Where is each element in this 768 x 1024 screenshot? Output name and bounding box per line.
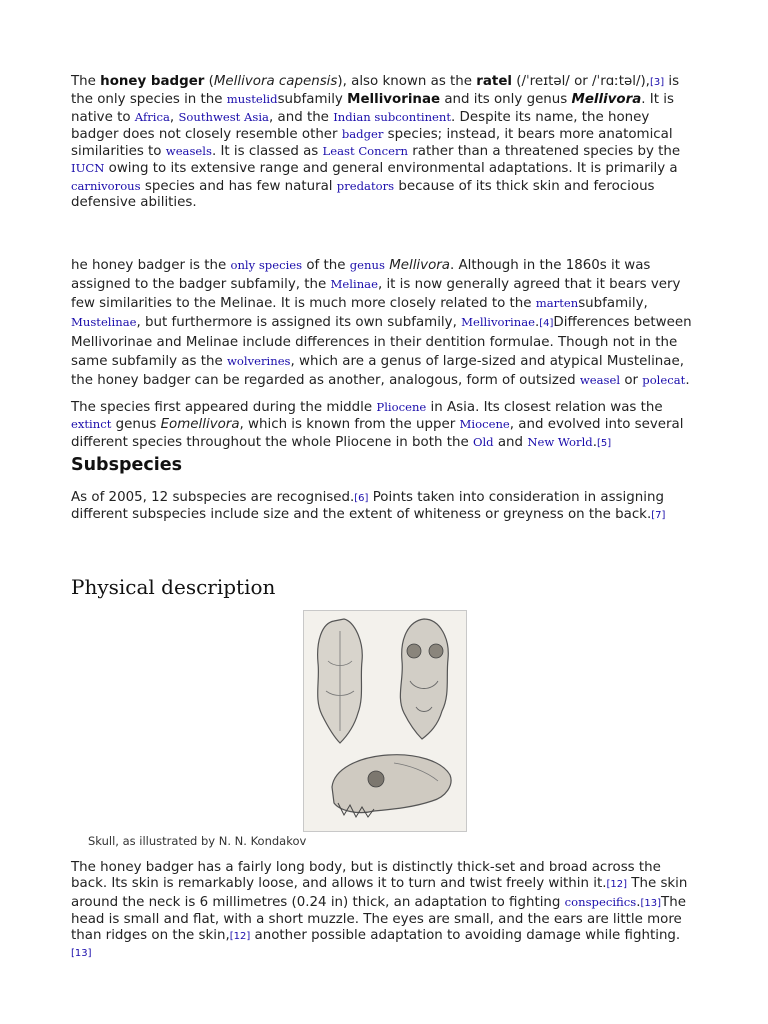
link-conspecifics[interactable]: conspecifics — [564, 894, 637, 909]
physical-description-heading: Physical description — [71, 575, 276, 599]
text: subfamily — [277, 92, 348, 108]
text: The species first appeared during the middle — [71, 400, 377, 415]
text: The — [71, 74, 101, 89]
text: , which is known from the upper — [239, 417, 460, 433]
link-iucn[interactable]: IUCN — [71, 161, 105, 176]
text: he honey badger is the — [71, 258, 231, 273]
text: ), also known as the — [337, 74, 477, 89]
text: rather than a threatened species by the — [408, 144, 681, 160]
link-only-species[interactable]: only species — [230, 258, 303, 272]
link-carnivorous[interactable]: carnivorous — [71, 178, 141, 193]
genus-name: Mellivora — [389, 258, 450, 273]
text: genus — [111, 417, 161, 433]
reference-link[interactable]: [13] — [640, 897, 662, 909]
text: or — [620, 373, 643, 388]
link-predators[interactable]: predators — [336, 178, 395, 193]
text: . — [685, 373, 690, 388]
text: Points taken into consideration in assigning different subspecies include size and the extent of whiteness or greyness on the back. — [71, 490, 664, 523]
link-africa[interactable]: Africa — [134, 109, 170, 124]
text: , and evolved into several different species throughout the whole Pliocene in both the — [71, 417, 684, 450]
skull-illustration[interactable] — [303, 610, 467, 832]
reference-link[interactable]: [6] — [354, 493, 369, 504]
text: . — [592, 434, 597, 450]
reference-link[interactable]: [12] — [606, 879, 628, 891]
text: , but furthermore is assigned its own subfamily, — [136, 315, 462, 330]
scientific-name: Mellivora capensis — [213, 74, 338, 89]
link-pliocene[interactable]: Pliocene — [376, 400, 427, 414]
link-weasels[interactable]: weasels — [165, 144, 212, 159]
bold-term: ratel — [476, 74, 512, 89]
text: in Asia. Its closest relation was the — [426, 400, 663, 415]
reference-link[interactable]: [5] — [596, 437, 612, 449]
text: . It is native to — [71, 92, 674, 125]
link-genus[interactable]: genus — [349, 258, 385, 272]
text: The honey badger has a fairly long body, but is distinctly thick-set and broad across the back. Its skin is remarkably loose, and allows it to turn and twist freely within it. — [71, 860, 661, 892]
text: ( — [204, 74, 214, 89]
text: subfamily, — [578, 296, 648, 311]
link-melinae[interactable]: Melinae — [330, 277, 378, 291]
link-indian-subcontinent[interactable]: Indian subcontinent — [333, 109, 452, 124]
reference-link[interactable]: [13] — [71, 948, 92, 960]
text: owing to its extensive range and general environmental adaptations. It is primarily a — [104, 161, 678, 177]
text: , and the — [268, 109, 334, 125]
text: As of 2005, 12 subspecies are recognised. — [71, 490, 355, 505]
link-mustelid[interactable]: mustelid — [226, 92, 278, 107]
text: . — [636, 894, 641, 910]
text: The skin around the neck is 6 millimetres (0.24 in) thick, an adaptation to fighting — [71, 876, 688, 910]
link-badger[interactable]: badger — [341, 126, 384, 141]
link-southwest-asia[interactable]: Southwest Asia — [178, 109, 269, 124]
text: species and has few natural — [140, 178, 337, 194]
pronunciation: (/ˈreɪtəl/ or /ˈrɑːtəl/), — [512, 74, 650, 89]
reference-link[interactable]: [4] — [539, 318, 554, 329]
text: Differences between Mellivorinae and Melinae include differences in their dentition formulae. Though not in the same subfamily as the — [71, 315, 692, 369]
text: of the — [302, 258, 350, 273]
link-weasel[interactable]: weasel — [579, 373, 621, 387]
text: and its only genus — [440, 92, 572, 108]
link-wolverines[interactable]: wolverines — [226, 354, 291, 368]
text: and — [493, 434, 528, 450]
text: because of its thick skin and ferocious defensive abilities. — [71, 178, 655, 211]
intro-paragraph — [71, 74, 696, 211]
skull-drawing — [304, 611, 466, 831]
text: . — [534, 315, 540, 330]
bold-term: honey badger — [100, 74, 205, 89]
reference-link[interactable]: [3] — [649, 77, 665, 88]
link-miocene[interactable]: Miocene — [459, 417, 510, 432]
text: . It is classed as — [211, 144, 323, 160]
text: another possible adaptation to avoiding damage while fighting. — [250, 928, 681, 944]
link-least-concern[interactable]: Least Concern — [322, 144, 408, 159]
link-extinct[interactable]: extinct — [71, 417, 112, 432]
text: , — [169, 109, 179, 125]
fossil-paragraph — [71, 399, 696, 452]
text: The head is small and flat, with a short muzzle. The eyes are small, and the ears are little more than ridges on the skin, — [71, 894, 686, 944]
subspecies-paragraph — [71, 490, 696, 525]
link-mellivorinae[interactable]: Mellivorinae — [461, 315, 535, 329]
figure-caption: Skull, as illustrated by N. N. Kondakov — [88, 834, 307, 848]
genus-name: Eomellivora — [160, 417, 240, 433]
text: is the only species in the — [71, 74, 680, 108]
bold-genus: Mellivora — [571, 92, 642, 108]
link-mustelinae[interactable]: Mustelinae — [71, 315, 137, 329]
bold-term: Mellivorinae — [347, 92, 441, 108]
physical-paragraph — [71, 860, 696, 963]
link-old-world[interactable]: Old — [472, 434, 494, 449]
taxonomy-paragraph — [71, 256, 696, 390]
subspecies-heading: Subspecies — [71, 455, 183, 475]
link-polecat[interactable]: polecat — [642, 373, 686, 387]
text: , it is now generally agreed that it bears very few similarities to the Melinae. It is much more closely related to the — [71, 277, 681, 311]
link-new-world[interactable]: New World — [527, 434, 593, 449]
reference-link[interactable]: [7] — [651, 510, 666, 522]
text: , which are a genus of large-sized and atypical Mustelinae, the honey badger can be regarded as another, analogous, form of outsized — [71, 354, 684, 388]
link-marten[interactable]: marten — [535, 296, 579, 310]
text: . Despite its name, the honey badger does not closely resemble other — [71, 109, 650, 142]
text: species; instead, it bears more anatomical similarities to — [71, 126, 673, 160]
reference-link[interactable]: [12] — [229, 931, 251, 943]
text: . Although in the 1860s it was assigned to the badger subfamily, the — [71, 258, 651, 292]
